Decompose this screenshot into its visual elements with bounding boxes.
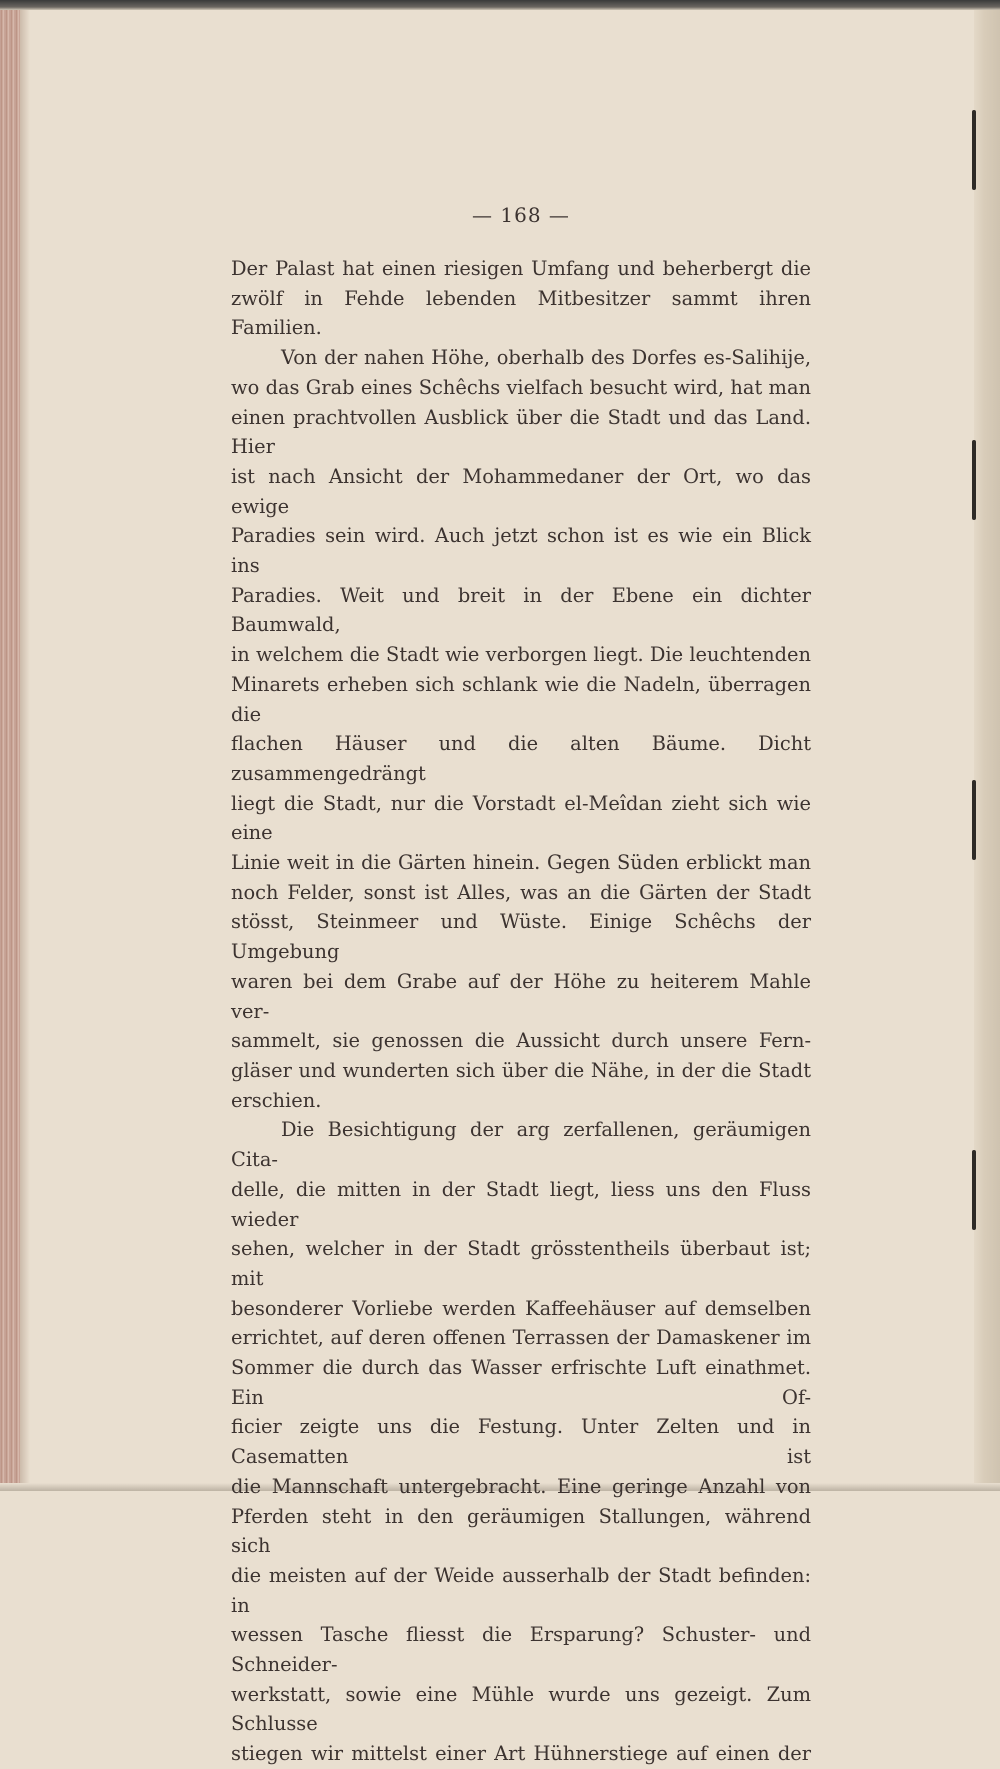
book-top-edge (0, 0, 1000, 10)
paragraph (231, 1115, 811, 1768)
text-line: Der Palast hat einen riesigen Umfang und beherbergt die (231, 257, 811, 280)
text-line: Sommer die durch das Wasser erfrischte Luft einathmet. Ein Of- (231, 1356, 811, 1409)
text-line: wessen Tasche fliesst die Ersparung? Schuster- und Schneider- (231, 1623, 811, 1677)
text-line: flachen Häuser und die alten Bäume. Dicht zusammengedrängt (231, 732, 811, 785)
text-line: Die Besichtigung der arg zerfallenen, geräumigen Cita- (231, 1118, 811, 1172)
text-line: gläser und wunderten sich über die Nähe, in der die Stadt (231, 1058, 811, 1082)
page-stack-edge (0, 10, 20, 1491)
book-binding-edge (974, 10, 1000, 1491)
text-line: erschien. (231, 1088, 322, 1112)
text-line: Linie weit in die Gärten hinein. Gegen Süden erblickt man (231, 851, 811, 875)
text-line: Paradies. Weit und breit in der Ebene ein dichter Baumwald, (231, 583, 811, 637)
binding-thread-mark (972, 1150, 976, 1230)
gutter-shadow (20, 10, 30, 1491)
page-number: — 168 — (472, 203, 570, 227)
text-line: Minarets erheben sich schlank wie die Nadeln, überragen die (231, 672, 811, 726)
text-line: die Mannschaft untergebracht. Eine geringe Anzahl von (231, 1474, 811, 1498)
text-line: Pferden steht in den geräumigen Stallungen, während sich (231, 1504, 811, 1558)
text-line: zwölf in Fehde lebenden Mitbesitzer sammt ihren Familien. (231, 286, 811, 340)
text-line: werkstatt, sowie eine Mühle wurde uns gezeigt. Zum Schlusse (231, 1682, 811, 1736)
text-line: waren bei dem Grabe auf der Höhe zu heiterem Mahle ver- (231, 969, 811, 1023)
binding-thread-mark (972, 440, 976, 520)
text-line: wo das Grab eines Schêchs vielfach besucht wird, hat man (231, 375, 811, 399)
text-line: besonderer Vorliebe werden Kaffeehäuser auf demselben (231, 1296, 811, 1320)
text-line: liegt die Stadt, nur die Vorstadt el-Meîdan zieht sich wie eine (231, 791, 811, 845)
text-line: stiegen wir mittelst einer Art Hühnerstiege auf einen der (231, 1742, 811, 1766)
text-line: Paradies sein wird. Auch jetzt schon ist es wie ein Blick ins (231, 524, 811, 578)
text-line: sammelt, sie genossen die Aussicht durch unsere Fern- (231, 1029, 811, 1053)
paragraph (231, 343, 811, 1115)
text-line: Von der nahen Höhe, oberhalb des Dorfes es-Salihije, (281, 346, 811, 370)
text-line: delle, die mitten in der Stadt liegt, liess uns den Fluss wieder (231, 1177, 811, 1231)
book-page (231, 196, 811, 1769)
binding-thread-mark (972, 110, 976, 190)
text-line: errichtet, auf deren offenen Terrassen der Damaskener im (231, 1326, 811, 1350)
text-line: sehen, welcher in der Stadt grösstentheils überbaut ist; mit (231, 1237, 811, 1290)
text-line: noch Felder, sonst ist Alles, was an die Gärten der Stadt (231, 880, 811, 904)
text-line: ist nach Ansicht der Mohammedaner der Ort, wo das ewige (231, 464, 811, 518)
text-line: stösst, Steinmeer und Wüste. Einige Schêchs der Umgebung (231, 910, 811, 964)
text-line: in welchem die Stadt wie verborgen liegt. Die leuchtenden (231, 643, 811, 667)
text-line: die meisten auf der Weide ausserhalb der Stadt befinden: in (231, 1563, 811, 1617)
text-line: ficier zeigte uns die Festung. Unter Zelten und in Casematten ist (231, 1415, 811, 1469)
paragraph (231, 254, 811, 343)
binding-thread-mark (972, 780, 976, 860)
text-line: einen prachtvollen Ausblick über die Stadt und das Land. Hier (231, 405, 811, 459)
